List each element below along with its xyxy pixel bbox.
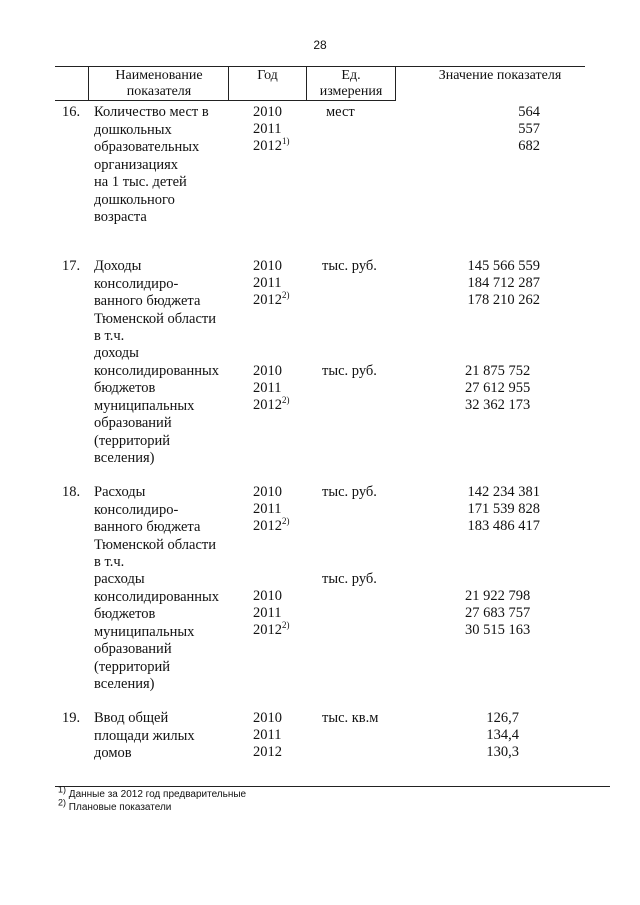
sub-row-name: доходы консолидированных бюджетов муниципальных образований (территорий вселения): [94, 345, 220, 466]
year-2010: 2010: [253, 104, 282, 120]
value: 27 683 757: [465, 605, 531, 621]
header-unit: Ед. измерения: [319, 68, 383, 99]
year-2011: 2011: [253, 501, 282, 517]
header-year: Год: [257, 68, 278, 83]
row-number: 19.: [62, 710, 81, 726]
unit: тыс. руб.: [322, 571, 377, 587]
row-name: Количество мест в дошкольных образовательных организациях на 1 тыс. детей дошкольного возраста: [94, 104, 209, 225]
value: 134,4: [486, 727, 519, 743]
header-value: Значение показателя: [438, 68, 562, 83]
year-2010: 2010: [253, 588, 282, 604]
year-2012: [253, 138, 290, 156]
value: 130,3: [486, 744, 519, 760]
row-number: 17.: [62, 258, 81, 274]
value: 27 612 955: [465, 380, 531, 396]
header-name: Наименование показателя: [115, 68, 203, 99]
year-value: 2012: [253, 622, 282, 638]
sub-row-name: расходы консолидированных бюджетов муниципальных образований (территорий вселения): [94, 571, 220, 692]
footnote-mark: 1): [282, 136, 290, 147]
header-divider-1: [88, 66, 89, 101]
row-number: 16.: [62, 104, 81, 120]
footnote-rule: [55, 786, 610, 787]
footnote-mark: 2): [282, 620, 290, 631]
year-2011: 2011: [253, 727, 282, 743]
value: 564: [518, 104, 540, 120]
header-divider-4: [395, 66, 396, 101]
year-2010: 2010: [253, 484, 282, 500]
value: 21 922 798: [465, 588, 531, 604]
value: 171 539 828: [467, 501, 540, 517]
row-number: 18.: [62, 484, 81, 500]
row-name: Ввод общей площади жилых домов: [94, 710, 195, 761]
value: 21 875 752: [465, 363, 531, 379]
year-2011: 2011: [253, 275, 282, 291]
value: 30 515 163: [465, 622, 531, 638]
row-name: Доходы консолидиро- ванного бюджета Тюменской области в т.ч.: [94, 258, 216, 344]
year-2010: 2010: [253, 258, 282, 274]
value: 126,7: [486, 710, 519, 726]
unit: тыс. руб.: [322, 363, 377, 379]
year-value: 2012: [253, 292, 282, 308]
value: 184 712 287: [467, 275, 540, 291]
year-2012: [253, 518, 290, 536]
footnote-text: Плановые показатели: [68, 802, 172, 813]
unit: мест: [326, 104, 355, 120]
value: 142 234 381: [467, 484, 540, 500]
value: 178 210 262: [467, 292, 540, 308]
value: 145 566 559: [467, 258, 540, 274]
footnote-mark: 2): [282, 395, 290, 406]
value: 32 362 173: [465, 397, 531, 413]
header-top-rule: [55, 66, 585, 67]
footnote-2: [58, 797, 172, 814]
year-2011: 2011: [253, 121, 282, 137]
year-value: 2012: [253, 397, 282, 413]
footnote-mark: 2): [282, 516, 290, 527]
value: 682: [518, 138, 540, 154]
value: 557: [518, 121, 540, 137]
unit: тыс. руб.: [322, 484, 377, 500]
year-2011: 2011: [253, 380, 282, 396]
year-2012: [253, 397, 290, 415]
unit: тыс. кв.м: [322, 710, 379, 726]
year-value: 2012: [253, 138, 282, 154]
footnote-mark: 2): [58, 797, 67, 808]
value: 183 486 417: [467, 518, 540, 534]
row-name: Расходы консолидиро- ванного бюджета Тюменской области в т.ч.: [94, 484, 216, 570]
year-2010: 2010: [253, 363, 282, 379]
footnote-mark: 2): [282, 290, 290, 301]
header-bottom-rule: [55, 100, 395, 101]
footnote-text: Данные за 2012 год предварительные: [68, 789, 247, 800]
year-2011: 2011: [253, 605, 282, 621]
unit: тыс. руб.: [322, 258, 377, 274]
year-2012: [253, 292, 290, 310]
year-2012: 2012: [253, 744, 282, 760]
year-2012: [253, 622, 290, 640]
page-number: 28: [313, 38, 327, 52]
year-value: 2012: [253, 518, 282, 534]
footnote-mark: 1): [58, 784, 67, 795]
footnote-1: [58, 784, 247, 801]
year-2010: 2010: [253, 710, 282, 726]
